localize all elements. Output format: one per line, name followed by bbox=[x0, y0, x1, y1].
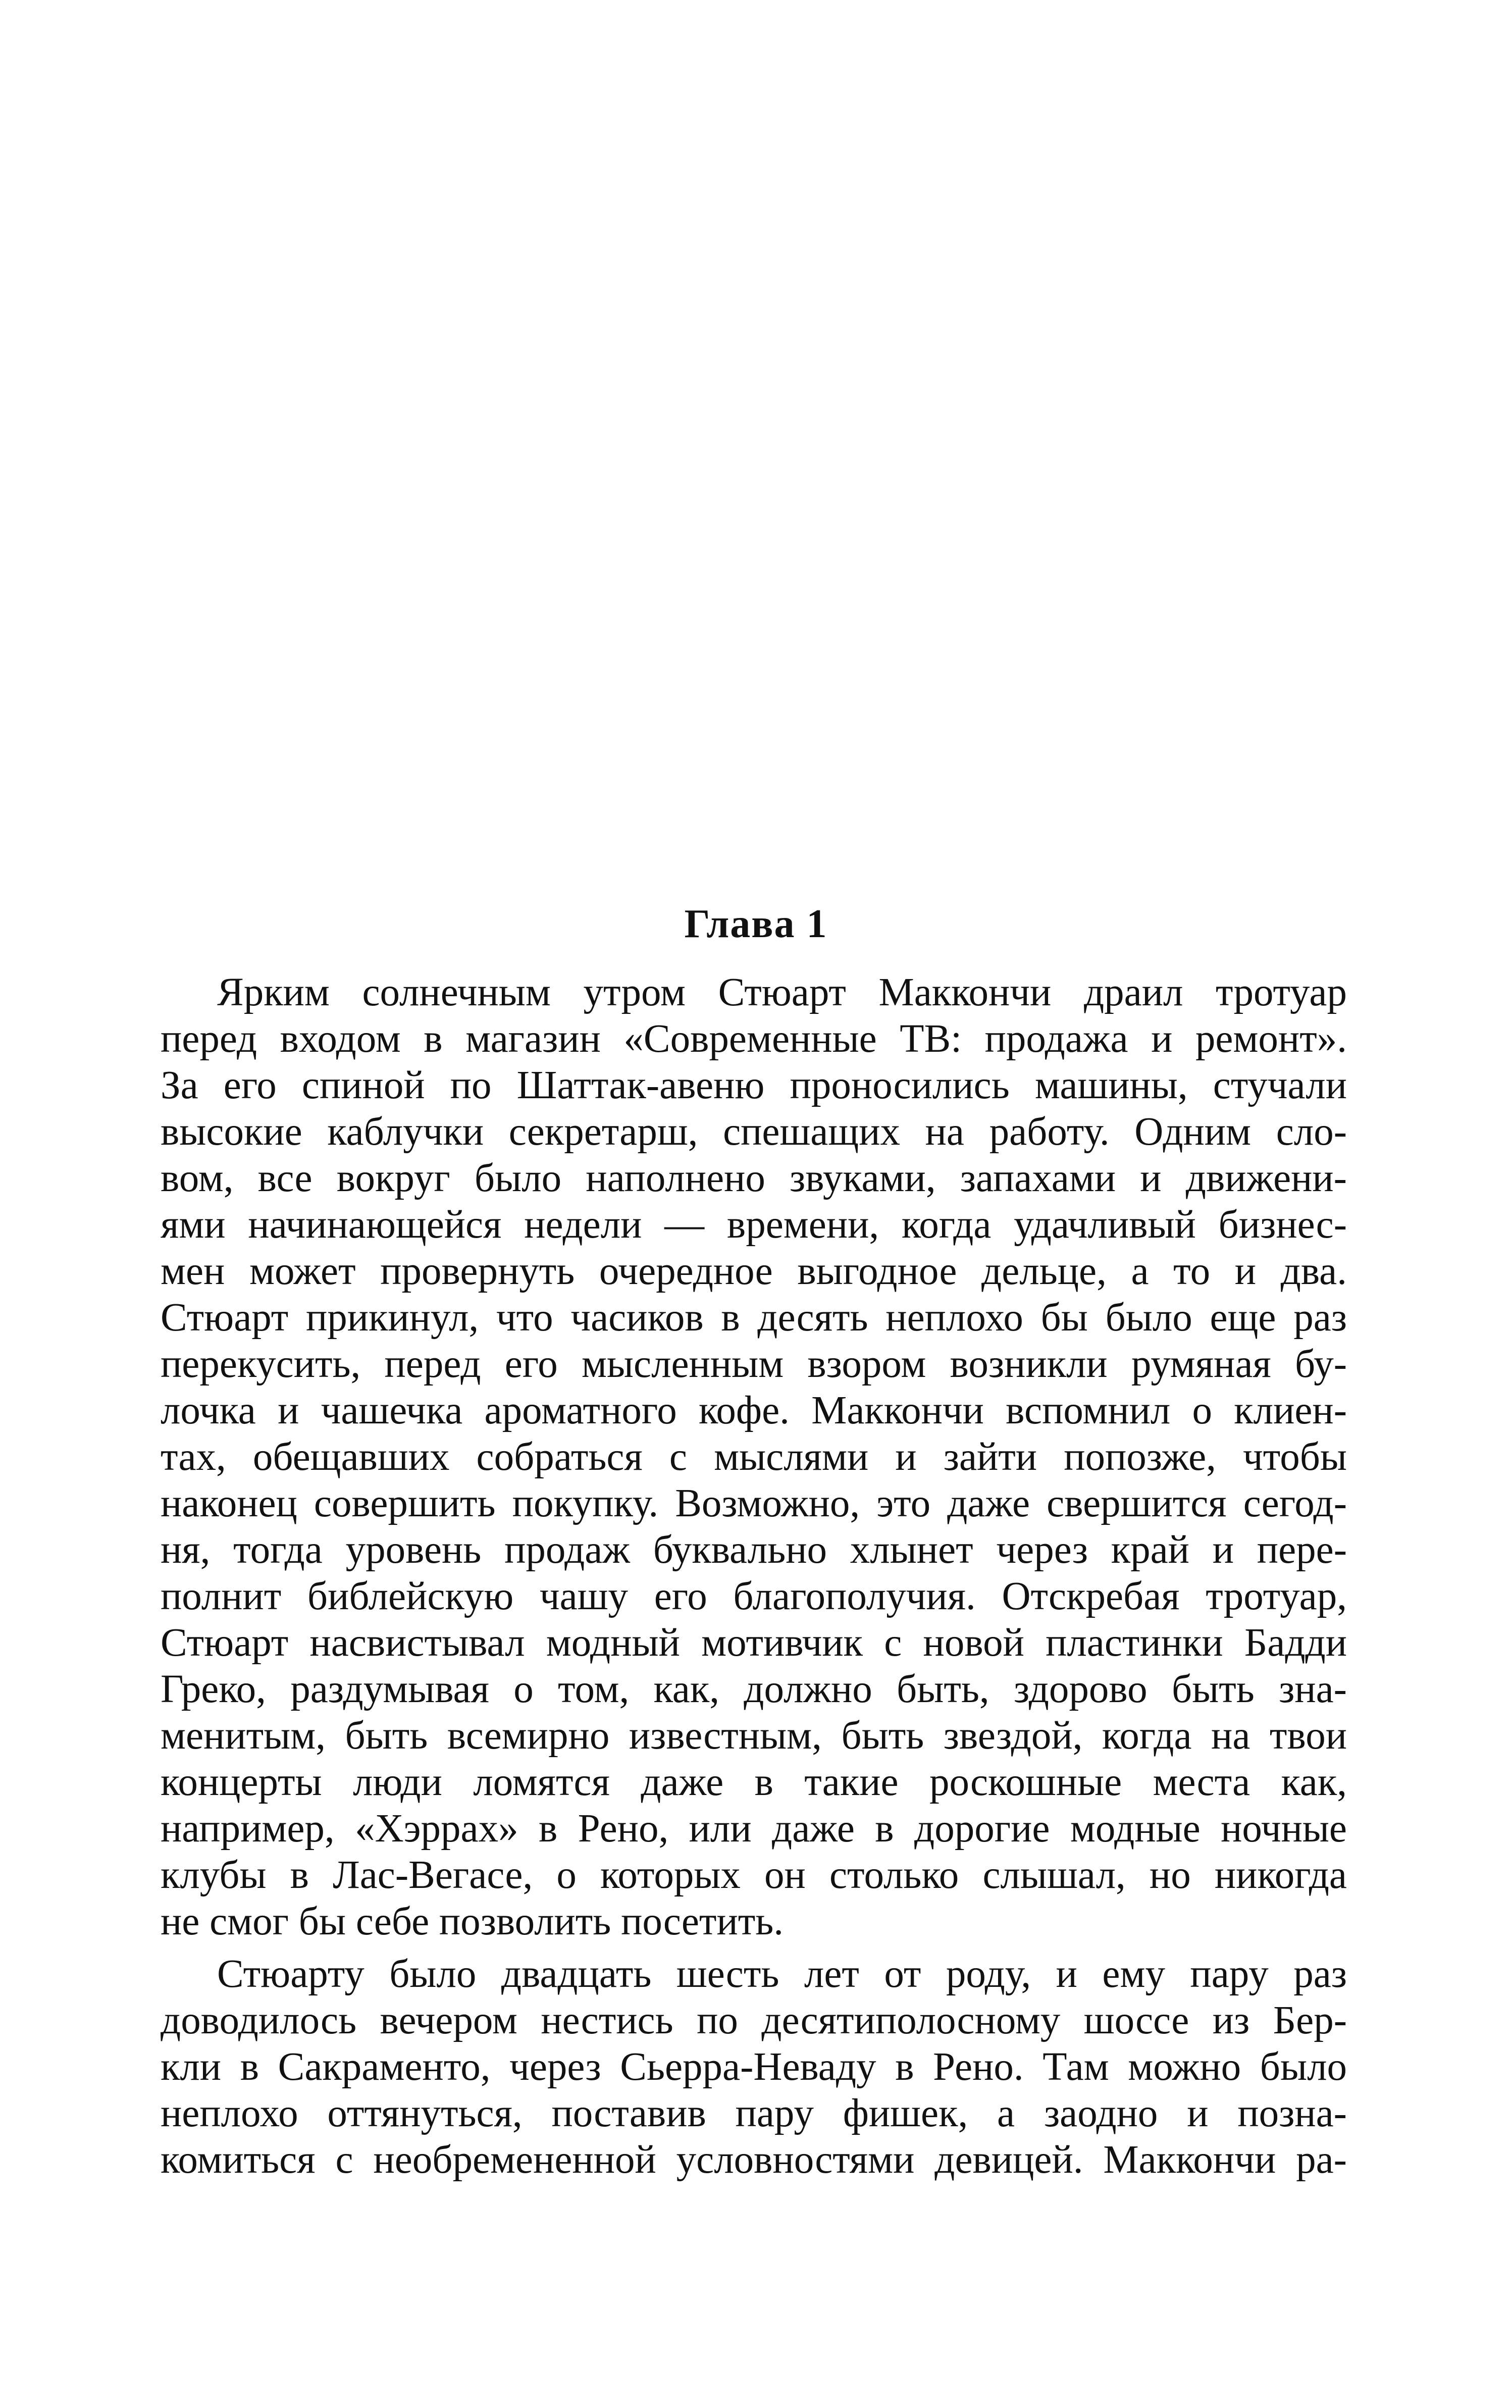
text-line: кли в Сакраменто, через Сьерра-Неваду в Рено. Там можно было bbox=[161, 2045, 1347, 2089]
text-line: наконец совершить покупку. Возможно, это даже свершится сегод- bbox=[161, 1481, 1347, 1525]
text-line: высокие каблучки секретарш, спешащих на работу. Одним сло- bbox=[161, 1110, 1347, 1154]
text-line: концерты люди ломятся даже в такие роскошные места как, bbox=[161, 1760, 1347, 1804]
text-line: доводилось вечером нестись по десятиполосному шоссе из Бер- bbox=[161, 1999, 1347, 2042]
text-line: Ярким солнечным утром Стюарт Маккончи драил тротуар bbox=[217, 970, 1347, 1014]
text-line: Греко, раздумывая о том, как, должно быть, здорово быть зна- bbox=[161, 1667, 1347, 1711]
text-line: комиться с необремененной условностями девицей. Маккончи ра- bbox=[161, 2138, 1347, 2182]
text-line: перед входом в магазин «Современные ТВ: продажа и ремонт». bbox=[161, 1017, 1347, 1061]
paragraph bbox=[161, 969, 1347, 1945]
text-line: лочка и чашечка ароматного кофе. Маккончи вспомнил о клиен- bbox=[161, 1389, 1347, 1432]
paragraph bbox=[161, 1951, 1347, 2183]
text-line: ня, тогда уровень продаж буквально хлынет через край и пере- bbox=[161, 1528, 1347, 1572]
text-line: мен может провернуть очередное выгодное дельце, а то и два. bbox=[161, 1249, 1347, 1293]
text-line: менитым, быть всемирно известным, быть звездой, когда на твои bbox=[161, 1714, 1347, 1758]
text-line: неплохо оттянуться, поставив пару фишек, а заодно и позна- bbox=[161, 2091, 1347, 2135]
text-line: Стюарт насвистывал модный мотивчик с новой пластинки Бадди bbox=[161, 1621, 1347, 1665]
text-line: Стюарт прикинул, что часиков в десять неплохо бы было еще раз bbox=[161, 1296, 1347, 1340]
text-line: полнит библейскую чашу его благополучия. Отскребая тротуар, bbox=[161, 1574, 1347, 1618]
text-line: ями начинающейся недели — времени, когда удачливый бизнес- bbox=[161, 1203, 1347, 1247]
text-line: тах, обещавших собраться с мыслями и зайти попозже, чтобы bbox=[161, 1435, 1347, 1479]
text-line: вом, все вокруг было наполнено звуками, запахами и движени- bbox=[161, 1156, 1347, 1200]
text-line: не смог бы себе позволить посетить. bbox=[161, 1900, 784, 1943]
chapter-body bbox=[161, 969, 1347, 2183]
text-line: Стюарту было двадцать шесть лет от роду, и ему пару раз bbox=[217, 1952, 1347, 1996]
text-line: За его спиной по Шаттак-авеню проносились машины, стучали bbox=[161, 1063, 1347, 1107]
text-line: например, «Хэррах» в Рено, или даже в дорогие модные ночные bbox=[161, 1807, 1347, 1851]
text-line: клубы в Лас-Вегасе, о которых он столько слышал, но никогда bbox=[161, 1853, 1347, 1897]
chapter-title: Глава 1 bbox=[684, 902, 828, 946]
text-line: перекусить, перед его мысленным взором возникли румяная бу- bbox=[161, 1342, 1347, 1386]
